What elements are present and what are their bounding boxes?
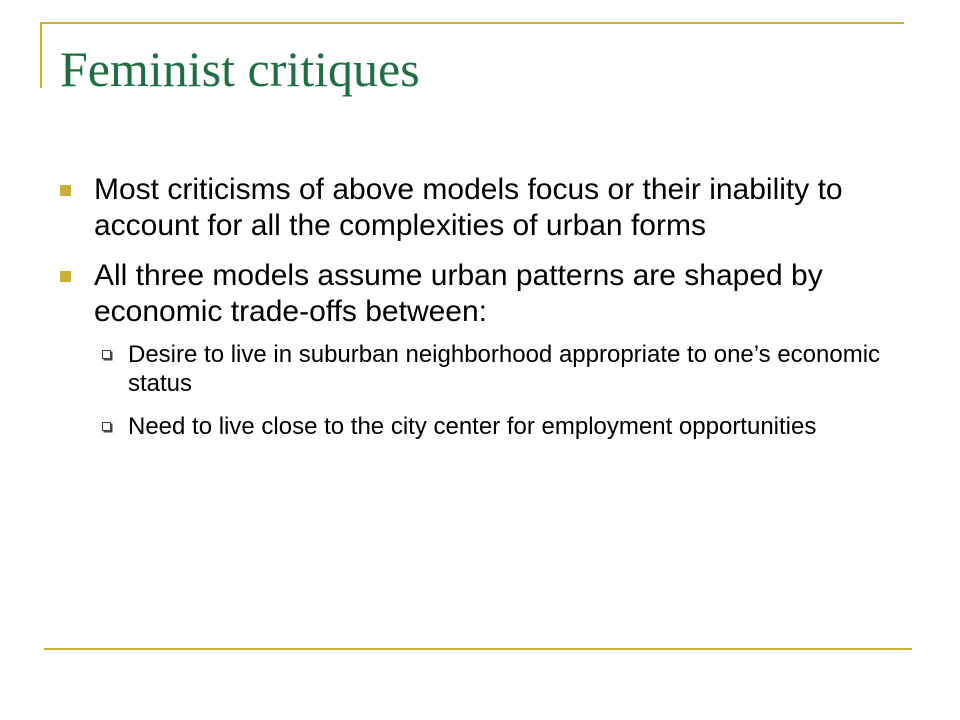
frame-bottom-line [44, 648, 912, 650]
bullet-text: Most criticisms of above models focus or their inability to account for all the complexities of urban forms [94, 173, 843, 242]
sub-bullet-item [94, 412, 920, 441]
bullet-text: All three models assume urban patterns are shaped by economic trade-offs between: [94, 259, 823, 328]
frame-left-line [40, 22, 42, 88]
sub-bullet-item [94, 340, 920, 398]
bullet-item [60, 172, 920, 244]
hollow-square-bullet-icon [102, 422, 111, 431]
bullet-list [60, 172, 920, 455]
sub-bullet-text: Desire to live in suburban neighborhood appropriate to one’s economic status [128, 341, 881, 397]
sub-bullet-list [94, 340, 920, 441]
bullet-item [60, 258, 920, 441]
square-bullet-icon [60, 185, 71, 196]
sub-bullet-text: Need to live close to the city center for employment opportunities [128, 413, 817, 440]
frame-top-line [40, 22, 904, 24]
slide-title: Feminist critiques [60, 41, 420, 97]
hollow-square-bullet-icon [102, 350, 111, 359]
square-bullet-icon [60, 271, 71, 282]
